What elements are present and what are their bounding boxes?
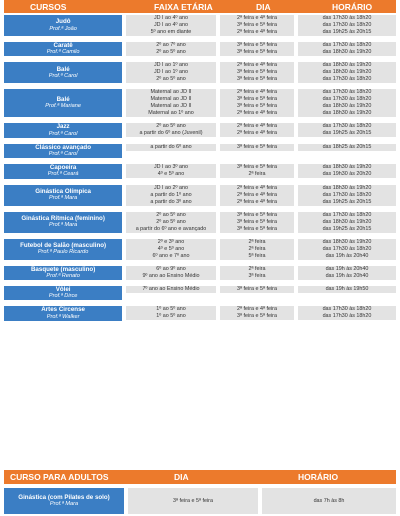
schedule-row bbox=[126, 22, 396, 29]
course-prof: Prof.ª Mariane bbox=[45, 103, 81, 110]
days: 3ª feira e 5ª feira bbox=[220, 144, 294, 151]
days: 3ª feira e 5ª feira bbox=[220, 49, 294, 56]
schedule-row bbox=[126, 171, 396, 178]
time: das 19h às 20h40 bbox=[298, 273, 396, 280]
course-prof: Prof.ª Mara bbox=[49, 222, 78, 229]
age-range: Maternal ao JD II bbox=[126, 103, 216, 110]
age-range: JD I ao 4º ano bbox=[126, 15, 216, 22]
schedule-row bbox=[126, 239, 396, 246]
age-range: JD I ao 1º ano bbox=[126, 69, 216, 76]
days: 2ª feira e 4ª feira bbox=[220, 130, 294, 137]
age-range: a partir do 6º ano (Juvenil) bbox=[126, 130, 216, 137]
age-range: 2º ao 5º ano bbox=[126, 123, 216, 130]
days: 2ª feira bbox=[220, 239, 294, 246]
course-prof: Prof.ª João bbox=[49, 25, 77, 32]
course-prof: Prof.ª Dirce bbox=[48, 293, 78, 300]
time: das 19h às 19h50 bbox=[298, 286, 396, 293]
time: das 19h30 às 20h20 bbox=[298, 171, 396, 178]
age-range: 2º e 3º ano bbox=[126, 239, 216, 246]
adults-header-dia: DIA bbox=[174, 472, 189, 482]
course-group bbox=[4, 239, 396, 260]
schedule-row bbox=[126, 76, 396, 83]
schedule-row bbox=[126, 15, 396, 22]
adult-horario: das 7h às 8h bbox=[262, 488, 396, 514]
age-range: a partir do 6º ano e avançado bbox=[126, 226, 216, 233]
course-prof: Prof.ª Carol bbox=[48, 151, 78, 158]
schedule-row bbox=[126, 42, 396, 49]
age-range: 1º ao 5º ano bbox=[126, 306, 216, 313]
days: 2ª feira e 4ª feira bbox=[220, 185, 294, 192]
time: das 18h30 às 19h20 bbox=[298, 110, 396, 117]
days: 2ª feira e 4ª feira bbox=[220, 306, 294, 313]
age-range: 7º ano ao Ensino Médio bbox=[126, 286, 216, 293]
age-range: JD I ao 1º ano bbox=[126, 62, 216, 69]
schedule-row bbox=[126, 313, 396, 320]
days: 3ª feira e 5ª feira bbox=[220, 219, 294, 226]
course-name: Ginástica Olímpica bbox=[35, 187, 91, 195]
time: das 19h25 às 20h15 bbox=[298, 199, 396, 206]
table-header bbox=[4, 0, 396, 13]
time: das 17h30 às 18h20 bbox=[298, 76, 396, 83]
time: das 17h30 às 18h20 bbox=[298, 22, 396, 29]
adult-dia: 3ª feira e 5ª feira bbox=[128, 488, 258, 514]
time: das 17h30 às 18h20 bbox=[298, 313, 396, 320]
schedule-row bbox=[126, 123, 396, 130]
days: 2ª feira e 4ª feira bbox=[220, 89, 294, 96]
time: das 17h30 às 18h20 bbox=[298, 246, 396, 253]
days: 3ª feira e 5ª feira bbox=[220, 313, 294, 320]
course-prof: Prof.ª Mara bbox=[49, 195, 78, 202]
age-range: 2º ao 5º ano bbox=[126, 212, 216, 219]
course-cell bbox=[4, 164, 122, 178]
time: das 17h30 às 18h20 bbox=[298, 212, 396, 219]
days: 2ª feira e 4ª feira bbox=[220, 15, 294, 22]
time: das 17h30 às 18h20 bbox=[298, 123, 396, 130]
time: das 18h30 às 19h20 bbox=[298, 69, 396, 76]
schedule-row bbox=[126, 246, 396, 253]
time: das 17h30 às 18h20 bbox=[298, 96, 396, 103]
age-range: 5º ano em diante bbox=[126, 29, 216, 36]
course-cell bbox=[4, 212, 122, 233]
age-range: JD I ao 4º ano bbox=[126, 22, 216, 29]
age-range: 9º ano ao Ensino Médio bbox=[126, 273, 216, 280]
course-group bbox=[4, 123, 396, 137]
course-prof: Prof.ª Camilo bbox=[46, 49, 80, 56]
time: das 18h30 às 19h20 bbox=[298, 49, 396, 56]
days: 2ª feira e 4ª feira bbox=[220, 192, 294, 199]
adult-course-row bbox=[4, 488, 396, 514]
course-name: Artes Circense bbox=[41, 306, 85, 314]
schedule-row bbox=[126, 144, 396, 151]
days: 2ª feira e 4ª feira bbox=[220, 62, 294, 69]
age-range: 6º ao 9º ano bbox=[126, 266, 216, 273]
days: 3ª feira e 5ª feira bbox=[220, 226, 294, 233]
age-range: 6º ano e 7º ano bbox=[126, 253, 216, 260]
age-range: Maternal ao 1º ano bbox=[126, 110, 216, 117]
time: das 19h25 às 20h15 bbox=[298, 130, 396, 137]
course-prof: Prof.ª Renato bbox=[46, 272, 80, 279]
days: 2ª feira e 4ª feira bbox=[220, 199, 294, 206]
course-name: Balé bbox=[56, 65, 70, 73]
course-cell bbox=[4, 266, 122, 280]
days: 3ª feira e 5ª feira bbox=[220, 103, 294, 110]
time: das 18h25 às 20h15 bbox=[298, 144, 396, 151]
time: das 19h25 às 20h15 bbox=[298, 29, 396, 36]
time: das 18h30 às 19h20 bbox=[298, 219, 396, 226]
schedule-row bbox=[126, 110, 396, 117]
course-prof: Prof.ª Ceará bbox=[47, 171, 79, 178]
course-cell bbox=[4, 42, 122, 56]
time: das 17h30 às 18h20 bbox=[298, 42, 396, 49]
course-cell bbox=[4, 89, 122, 117]
course-group bbox=[4, 306, 396, 320]
days: 2ª feira bbox=[220, 266, 294, 273]
age-range: Maternal ao JD II bbox=[126, 89, 216, 96]
adults-header bbox=[4, 470, 396, 484]
course-cell bbox=[4, 185, 122, 206]
header-horario: HORÁRIO bbox=[332, 1, 373, 12]
time: das 18h30 às 19h20 bbox=[298, 164, 396, 171]
course-cell bbox=[4, 286, 122, 300]
age-range: JD I ao 2º ano bbox=[126, 185, 216, 192]
course-cell bbox=[4, 144, 122, 158]
time: das 18h30 às 19h20 bbox=[298, 103, 396, 110]
age-range: 2º ao 5º ano bbox=[126, 49, 216, 56]
age-range: 2º ao 7º ano bbox=[126, 42, 216, 49]
schedule-row bbox=[126, 96, 396, 103]
course-name: Clássico avançado bbox=[35, 143, 91, 151]
time: das 19h25 às 20h15 bbox=[298, 226, 396, 233]
courses-table bbox=[4, 15, 396, 327]
course-group bbox=[4, 266, 396, 280]
course-prof: Prof.ª Carol bbox=[48, 72, 78, 79]
schedule-row bbox=[126, 286, 396, 293]
time: das 18h30 às 19h20 bbox=[298, 239, 396, 246]
header-dia: DIA bbox=[256, 1, 271, 12]
time: das 17h30 às 18h20 bbox=[298, 192, 396, 199]
schedule-row bbox=[126, 226, 396, 233]
adult-course-prof: Prof.ª Mara bbox=[49, 501, 79, 507]
age-range: a partir do 1º ano bbox=[126, 192, 216, 199]
days: 3ª feira e 5ª feira bbox=[220, 76, 294, 83]
time: das 17h30 às 18h20 bbox=[298, 306, 396, 313]
course-cell bbox=[4, 15, 122, 36]
schedule-row bbox=[126, 49, 396, 56]
course-name: Ginástica Rítmica (feminino) bbox=[21, 214, 105, 222]
time: das 17h30 às 18h20 bbox=[298, 15, 396, 22]
course-cell bbox=[4, 62, 122, 83]
schedule-row bbox=[126, 212, 396, 219]
days: 5ª feira bbox=[220, 253, 294, 260]
age-range: 4º e 5º ano bbox=[126, 171, 216, 178]
days: 3ª feira e 5ª feira bbox=[220, 69, 294, 76]
course-prof: Prof.ª Carol bbox=[48, 130, 78, 137]
schedule-row bbox=[126, 164, 396, 171]
adults-header-horario: HORÁRIO bbox=[298, 472, 339, 482]
days: 2ª feira bbox=[220, 246, 294, 253]
schedule-row bbox=[126, 185, 396, 192]
schedule-row bbox=[126, 266, 396, 273]
age-range: 4º e 5º ano bbox=[126, 246, 216, 253]
days: 2ª feira e 4ª feira bbox=[220, 29, 294, 36]
course-group bbox=[4, 212, 396, 233]
course-cell bbox=[4, 239, 122, 260]
schedule-row bbox=[126, 306, 396, 313]
schedule-row bbox=[126, 89, 396, 96]
adult-course-cell bbox=[4, 488, 124, 514]
days: 3ª feira e 5ª feira bbox=[220, 22, 294, 29]
course-cell bbox=[4, 306, 122, 320]
course-group bbox=[4, 89, 396, 117]
course-cell bbox=[4, 123, 122, 137]
course-group bbox=[4, 62, 396, 83]
age-range: JD I ao 3º ano bbox=[126, 164, 216, 171]
schedule-row bbox=[126, 192, 396, 199]
course-prof: Prof.ª Walker bbox=[46, 313, 80, 320]
age-range: a partir do 6º ano bbox=[126, 144, 216, 151]
adult-course-name: Ginástica (com Pilates de solo) bbox=[18, 493, 110, 501]
schedule-row bbox=[126, 130, 396, 137]
course-group bbox=[4, 15, 396, 36]
schedule-row bbox=[126, 253, 396, 260]
time: das 19h às 20h40 bbox=[298, 266, 396, 273]
course-group bbox=[4, 185, 396, 206]
course-prof: Prof.ª Paulo Ricardo bbox=[37, 249, 89, 256]
schedule-row bbox=[126, 62, 396, 69]
schedule-row bbox=[126, 199, 396, 206]
days: 3ª feira e 5ª feira bbox=[220, 96, 294, 103]
schedule-row bbox=[126, 69, 396, 76]
age-range: 2º ao 5º ano bbox=[126, 219, 216, 226]
days: 3ª feira bbox=[220, 273, 294, 280]
adults-header-curso: CURSO PARA ADULTOS bbox=[10, 472, 109, 482]
days: 2ª feira e 4ª feira bbox=[220, 123, 294, 130]
time: das 18h30 às 19h20 bbox=[298, 185, 396, 192]
age-range: a partir do 3º ano bbox=[126, 199, 216, 206]
course-name: Jazz bbox=[56, 123, 70, 131]
days: 3ª feira e 5ª feira bbox=[220, 164, 294, 171]
schedule-row bbox=[126, 273, 396, 280]
course-name: Futebol de Salão (masculino) bbox=[20, 241, 107, 249]
course-group bbox=[4, 286, 396, 300]
days: 3ª feira e 5ª feira bbox=[220, 42, 294, 49]
days: 3ª feira e 5ª feira bbox=[220, 212, 294, 219]
schedule-row bbox=[126, 219, 396, 226]
age-range: Maternal ao JD II bbox=[126, 96, 216, 103]
days: 2ª feira bbox=[220, 171, 294, 178]
schedule-row bbox=[126, 103, 396, 110]
header-faixa: FAIXA ETÁRIA bbox=[154, 1, 213, 12]
course-group bbox=[4, 164, 396, 178]
days: 2ª feira e 4ª feira bbox=[220, 110, 294, 117]
course-name: Balé bbox=[56, 96, 70, 104]
age-range: 1º ao 5º ano bbox=[126, 313, 216, 320]
days: 3ª feira e 5ª feira bbox=[220, 286, 294, 293]
header-cursos: CURSOS bbox=[30, 1, 67, 12]
age-range: 2º ao 5º ano bbox=[126, 76, 216, 83]
course-name: Capoeira bbox=[49, 164, 77, 172]
course-group bbox=[4, 144, 396, 158]
course-name: Basquete (masculino) bbox=[30, 265, 96, 273]
course-name: Judô bbox=[55, 18, 71, 26]
course-name: Caratê bbox=[53, 42, 73, 49]
schedule-row bbox=[126, 29, 396, 36]
time: das 17h30 às 18h20 bbox=[298, 89, 396, 96]
time: das 18h30 às 19h20 bbox=[298, 62, 396, 69]
course-name: Vôlei bbox=[55, 286, 71, 294]
course-group bbox=[4, 42, 396, 56]
time: das 19h às 20h40 bbox=[298, 253, 396, 260]
